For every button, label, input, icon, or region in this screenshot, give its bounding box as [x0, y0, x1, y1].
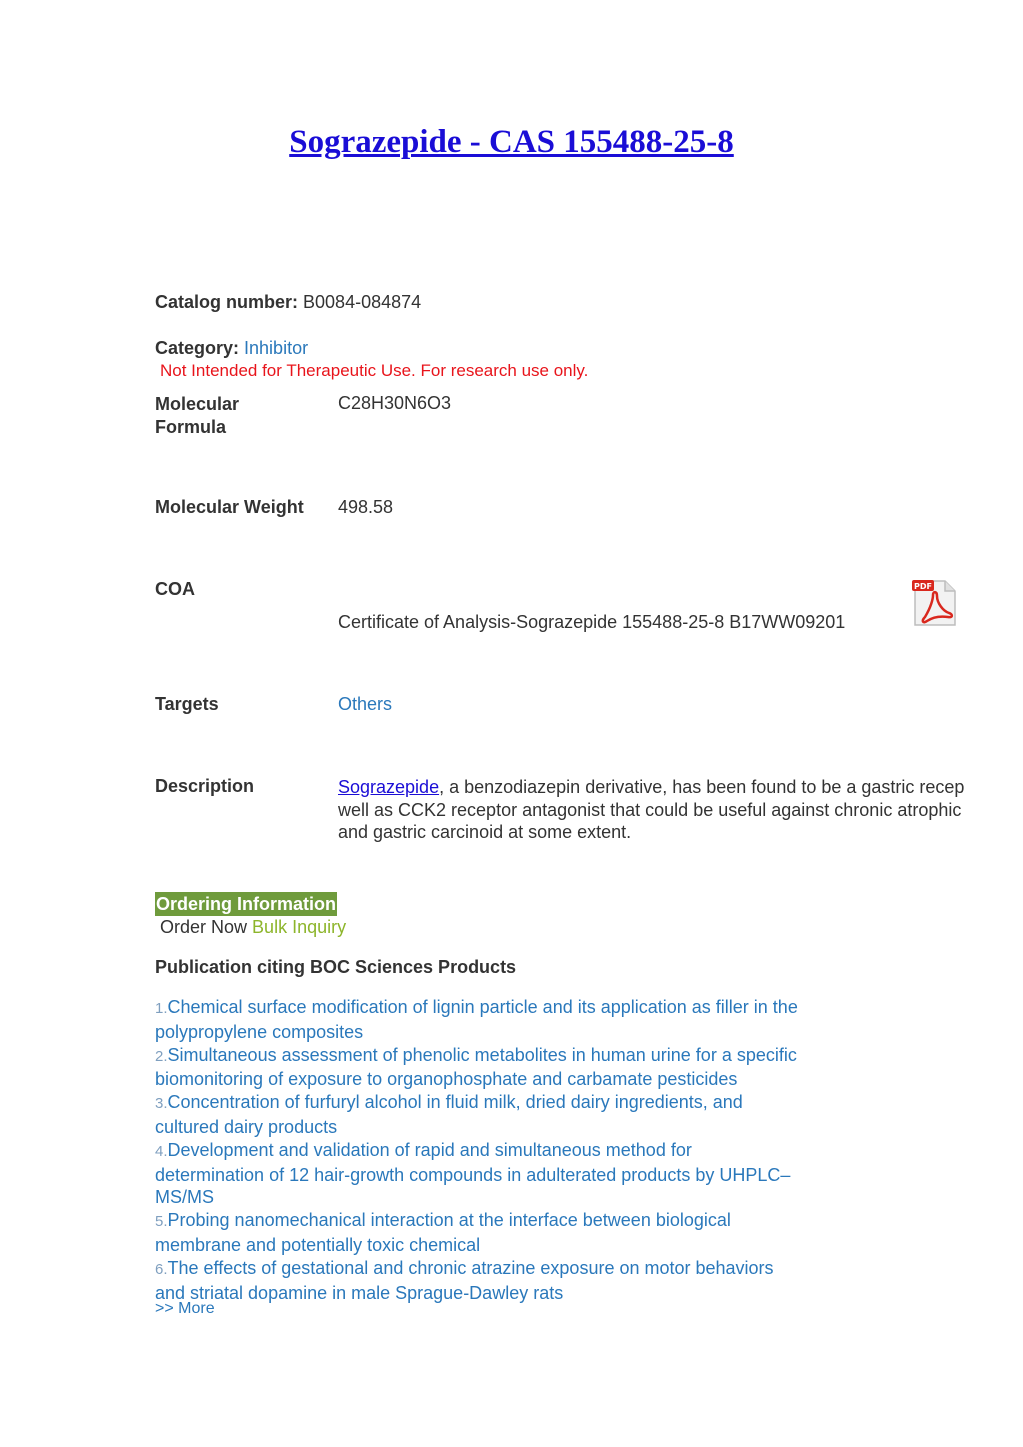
publication-title-line: and striatal dopamine in male Sprague-Dawley rats: [155, 1282, 564, 1303]
molecular-weight-label: Molecular Weight: [155, 497, 304, 517]
description-label: Description: [155, 776, 255, 796]
publication-number: 5.: [155, 1213, 168, 1231]
ordering-heading: Ordering Information: [156, 894, 336, 914]
publication-title-line: polypropylene composites: [155, 1021, 364, 1042]
publication-list: [155, 996, 875, 1304]
publication-number: 2.: [155, 1047, 168, 1065]
targets-value[interactable]: Others: [338, 694, 393, 714]
publication-number: 6.: [155, 1260, 168, 1278]
molecular-formula-label-line2: Formula: [155, 417, 227, 437]
catalog-value: B0084-084874: [303, 292, 422, 312]
coa-label: COA: [155, 579, 195, 599]
molecular-formula-label-line1: Molecular: [155, 394, 240, 414]
disclaimer: Not Intended for Therapeutic Use. For research use only.: [160, 361, 589, 380]
order-now-link[interactable]: Order Now: [160, 917, 248, 937]
publication-title-line: Concentration of furfuryl alcohol in fluid milk, dried dairy ingredients, and: [167, 1092, 743, 1113]
publication-item[interactable]: [155, 1209, 875, 1257]
category-row: [155, 338, 308, 359]
publication-title-line: biomonitoring of exposure to organophosphate and carbamate pesticides: [155, 1069, 738, 1090]
publication-title-line: The effects of gestational and chronic atrazine exposure on motor behaviors: [167, 1257, 774, 1278]
bulk-inquiry-link[interactable]: Bulk Inquiry: [252, 917, 347, 937]
ordering-links: [160, 917, 346, 938]
catalog-row: [155, 292, 421, 313]
category-value[interactable]: Inhibitor: [244, 338, 309, 358]
category-label: Category:: [155, 338, 240, 358]
targets-label: Targets: [155, 694, 219, 714]
publication-title-line: membrane and potentially toxic chemical: [155, 1234, 481, 1255]
publication-title-line: MS/MS: [155, 1187, 215, 1208]
description-text: [338, 776, 964, 844]
pdf-icon[interactable]: [909, 577, 959, 629]
page-title[interactable]: Sograzepide - CAS 155488-25-8: [289, 124, 734, 160]
publications-heading: Publication citing BOC Sciences Products: [155, 957, 517, 977]
publication-title-line: Probing nanomechanical interaction at the interface between biological: [167, 1210, 731, 1231]
publication-number: 4.: [155, 1142, 168, 1160]
publication-number: 1.: [155, 1000, 168, 1017]
coa-value: Certificate of Analysis-Sograzepide 155488-25-8 B17WW09201: [338, 612, 846, 632]
publication-title-line: Chemical surface modification of lignin particle and its application as filler in the: [167, 997, 798, 1017]
publication-title-line: cultured dairy products: [155, 1116, 338, 1137]
description-line3: and gastric carcinoid at some extent.: [338, 822, 632, 842]
publication-item[interactable]: [155, 1257, 875, 1305]
publication-item[interactable]: [155, 1139, 875, 1209]
svg-text:PDF: PDF: [914, 582, 932, 591]
publication-item[interactable]: [155, 1091, 875, 1139]
more-link[interactable]: >> More: [155, 1300, 215, 1317]
publication-title-line: Simultaneous assessment of phenolic metabolites in human urine for a specific: [167, 1044, 797, 1065]
publication-title-line: determination of 12 hair-growth compounds in adulterated products by UHPLC–: [155, 1164, 791, 1185]
publication-item[interactable]: [155, 996, 875, 1044]
description-link[interactable]: Sograzepide: [338, 777, 440, 797]
molecular-formula-label: [155, 393, 239, 439]
publication-number: 3.: [155, 1095, 168, 1113]
molecular-formula-value: C28H30N6O3: [338, 393, 452, 413]
description-line1: , a benzodiazepin derivative, has been found to be a gastric recep: [439, 777, 965, 797]
publication-title-line: Development and validation of rapid and simultaneous method for: [167, 1139, 692, 1160]
description-line2: well as CCK2 receptor antagonist that could be useful against chronic atrophic: [338, 799, 962, 820]
publication-item[interactable]: [155, 1044, 875, 1092]
molecular-weight-value: 498.58: [338, 497, 394, 517]
catalog-label: Catalog number:: [155, 292, 299, 312]
